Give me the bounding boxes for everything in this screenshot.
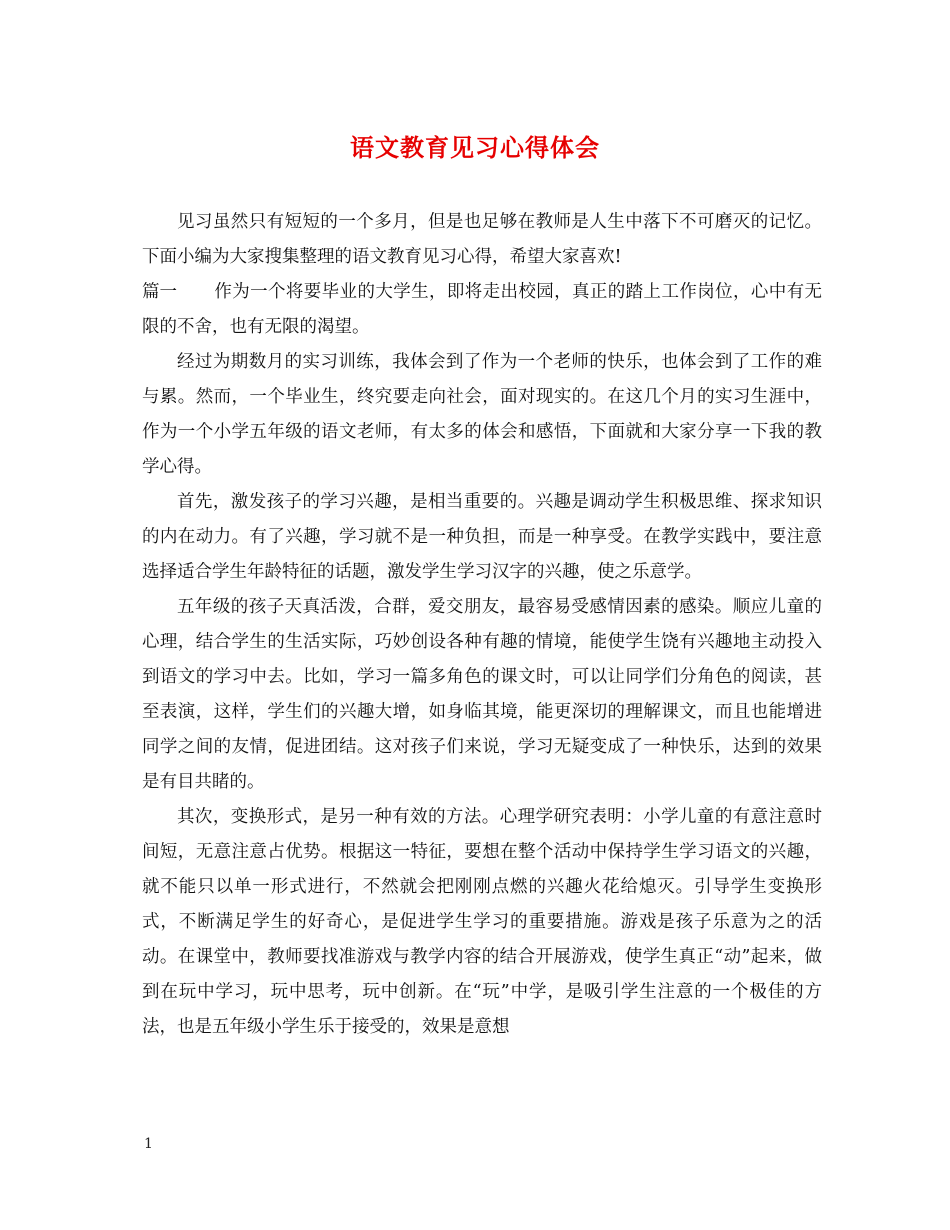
body-paragraph: 首先，激发孩子的学习兴趣，是相当重要的。兴趣是调动学生积极思维、探求知识的内在动力。有了兴趣，学习就不是一种负担，而是一种享受。在教学实践中，要注意选择适合学生年龄特征的话题，激发学生学习汉字的兴趣，使之乐意学。	[142, 492, 822, 582]
page-number: 1	[144, 1136, 153, 1152]
page-title: 语文教育见习心得体会	[350, 133, 600, 162]
body-paragraph: 五年级的孩子天真活泼，合群，爱交朋友，最容易受感情因素的感染。顺应儿童的心理，结合学生的生活实际，巧妙创设各种有趣的情境，能使学生饶有兴趣地主动投入到语文的学习中去。比如，学习一篇多角色的课文时，可以让同学们分角色的阅读，甚至表演，这样，学生们的兴趣大增，如身临其境，能更深切的理解课文，而且也能增进同学之间的友情，促进团结。这对孩子们来说，学习无疑变成了一种快乐，达到的效果是有目共睹的。	[142, 597, 822, 792]
section-label: 篇一	[142, 282, 177, 302]
intro-paragraph: 见习虽然只有短短的一个多月，但是也足够在教师是人生中落下不可磨灭的记忆。下面小编为大家搜集整理的语文教育见习心得，希望大家喜欢!	[142, 212, 822, 267]
section-paragraph	[142, 275, 822, 345]
section-paragraph-text: 作为一个将要毕业的大学生，即将走出校园，真正的踏上工作岗位，心中有无限的不舍，也有无限的渴望。	[142, 282, 822, 337]
body-paragraph: 其次，变换形式，是另一种有效的方法。心理学研究表明：小学儿童的有意注意时间短，无意注意占优势。根据这一特征，要想在整个活动中保持学生学习语文的兴趣，就不能只以单一形式进行，不然就会把刚刚点燃的兴趣火花给熄灭。引导学生变换形式，不断满足学生的好奇心，是促进学生学习的重要措施。游戏是孩子乐意为之的活动。在课堂中，教师要找准游戏与教学内容的结合开展游戏，使学生真正“动”起来，做到在玩中学习，玩中思考，玩中创新。在“玩”中学，是吸引学生注意的一个极佳的方法，也是五年级小学生乐于接受的，效果是意想	[142, 807, 822, 1037]
body-paragraph: 经过为期数月的实习训练，我体会到了作为一个老师的快乐，也体会到了工作的难与累。然而，一个毕业生，终究要走向社会，面对现实的。在这几个月的实习生涯中，作为一个小学五年级的语文老师，有太多的体会和感悟，下面就和大家分享一下我的教学心得。	[142, 352, 822, 477]
document-body	[142, 205, 822, 1045]
